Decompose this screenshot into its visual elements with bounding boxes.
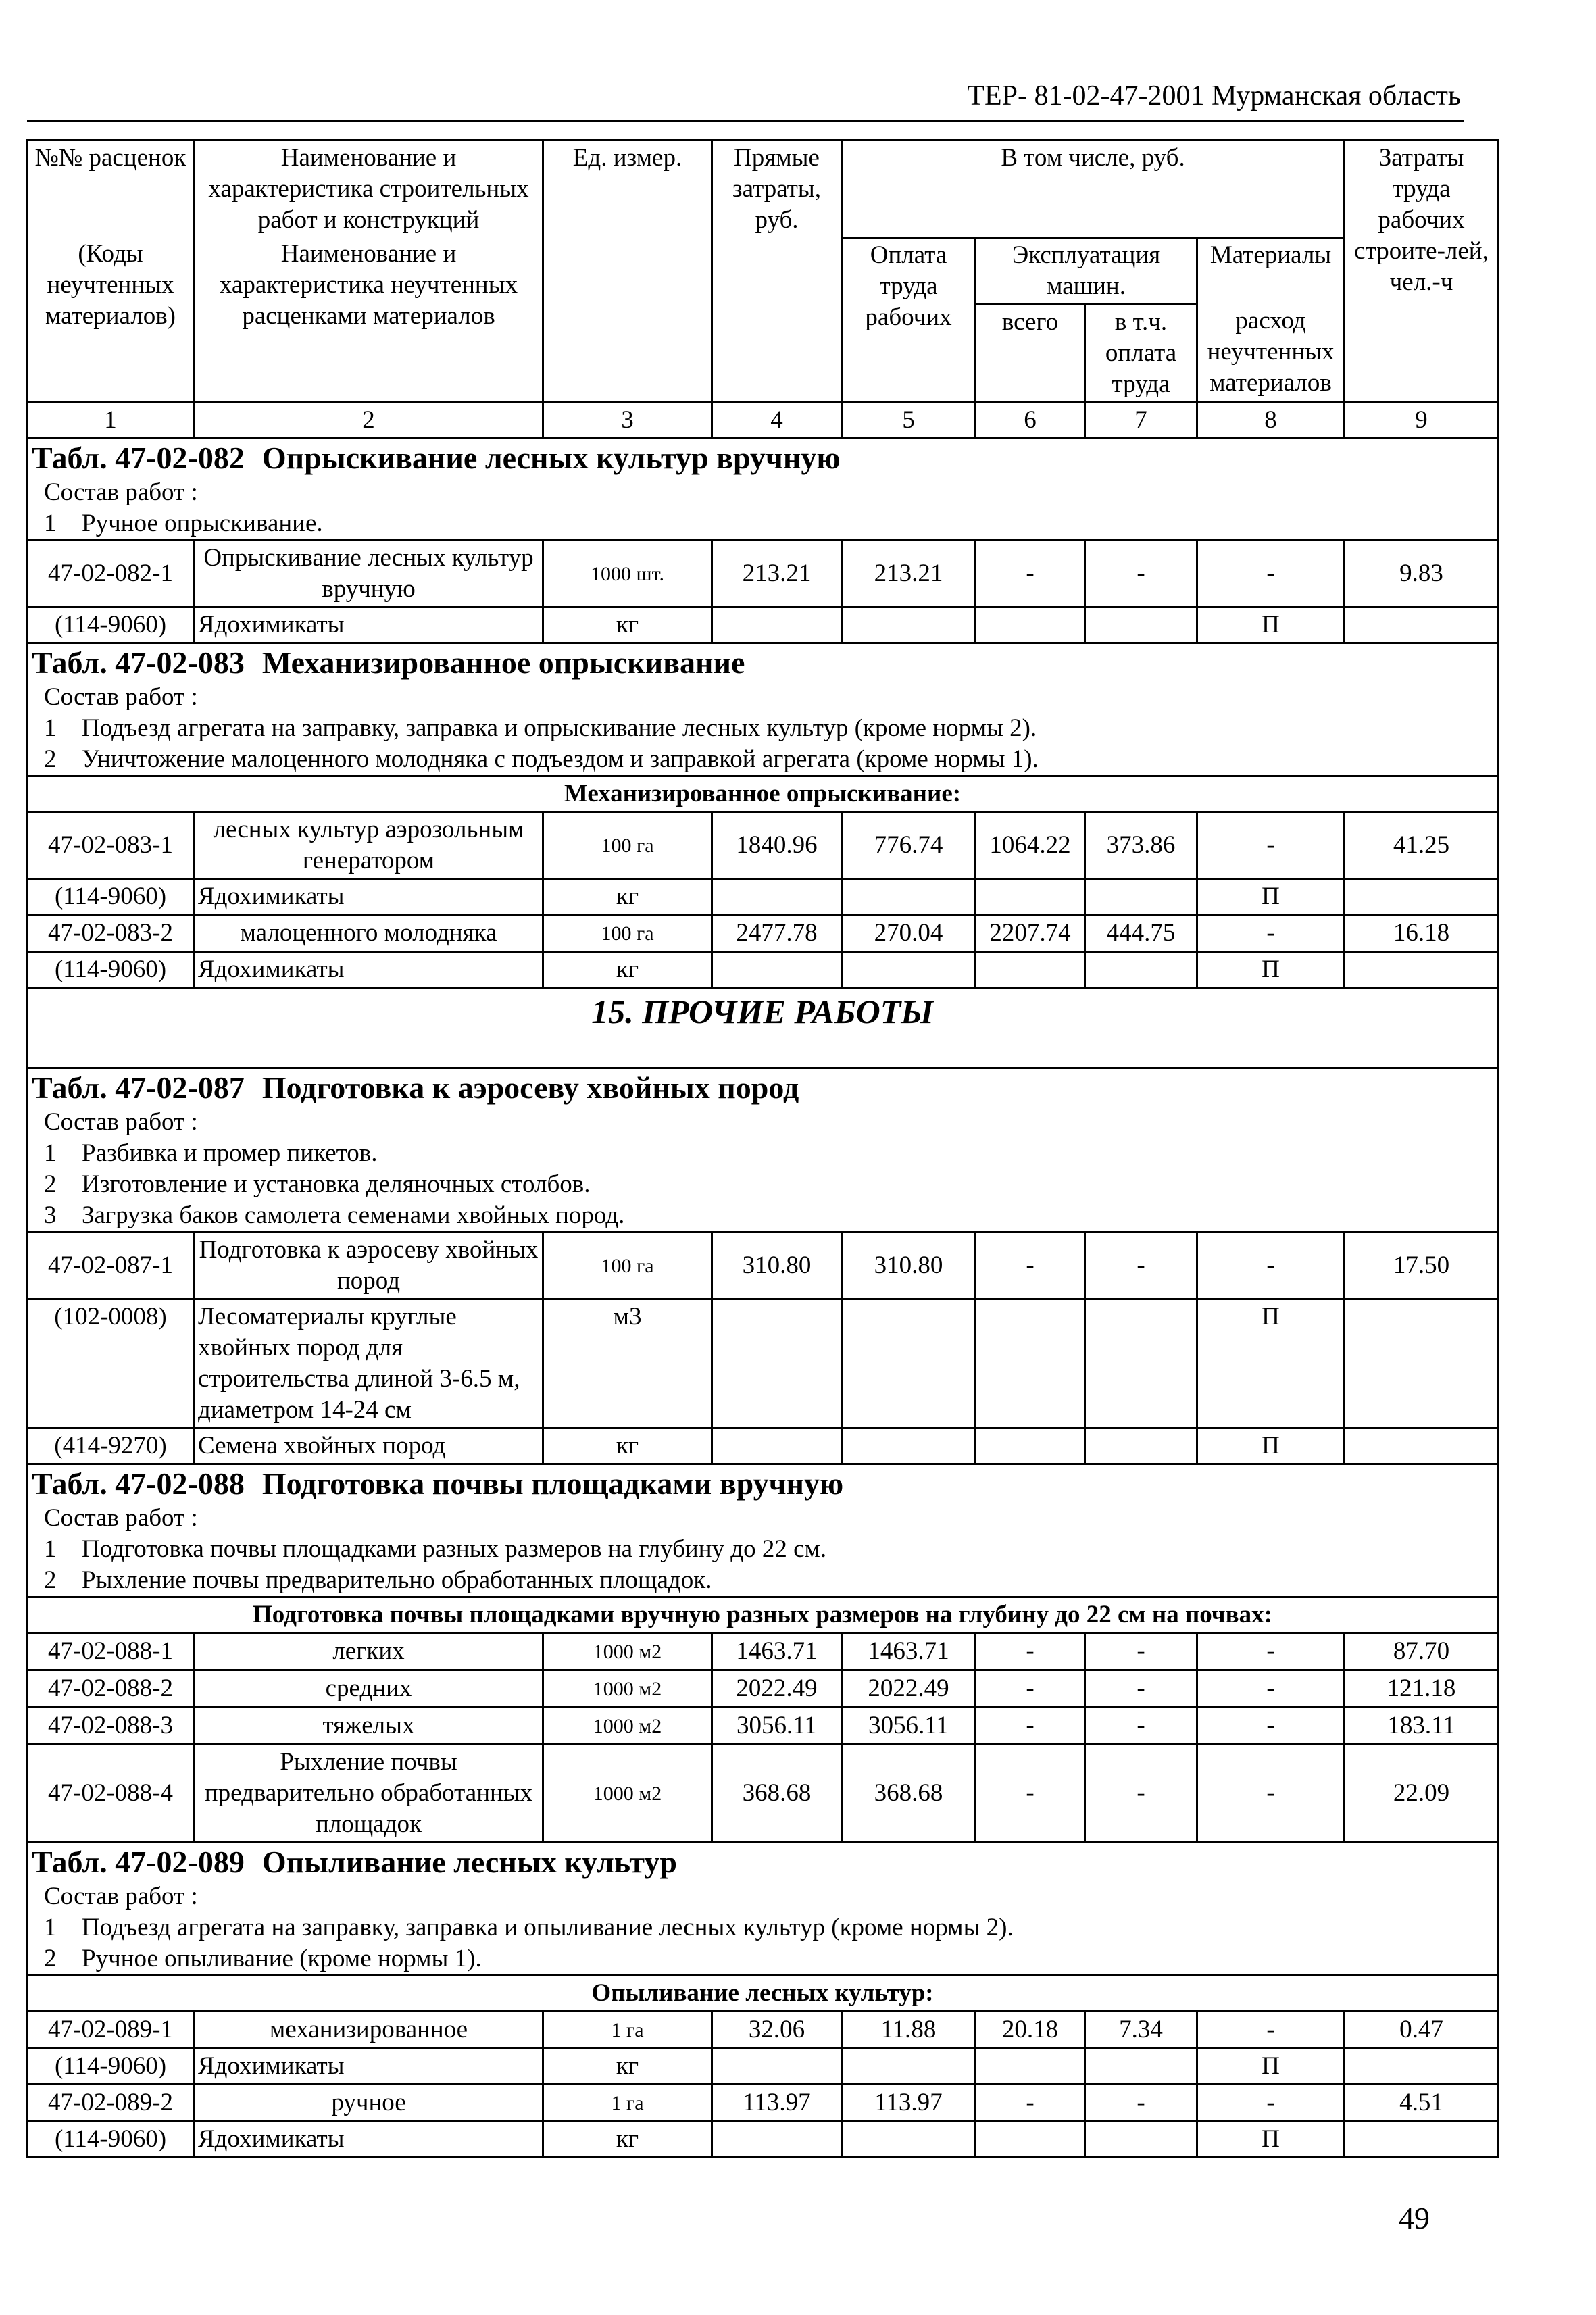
table-title: Опыливание лесных культур xyxy=(261,1844,677,1879)
labor-cost xyxy=(842,1428,976,1464)
work-step xyxy=(27,1138,1499,1169)
rate-row xyxy=(27,2084,1499,2121)
work-step-number: 2 xyxy=(44,1944,57,1972)
labor-hours: 16.18 xyxy=(1345,914,1499,951)
machine-labor-cost: - xyxy=(1085,1232,1197,1299)
table-subheading: Механизированное опрыскивание: xyxy=(27,776,1499,812)
header-name-materials: Наименование и характеристика неучтенных расценками материалов xyxy=(195,237,543,402)
section-group xyxy=(27,1068,1499,2157)
work-step-text: Рыхление почвы предварительно обработанных площадок. xyxy=(82,1566,712,1594)
materials-cost: П xyxy=(1197,607,1345,643)
table-code: Табл. 47-02-088 xyxy=(32,1466,245,1501)
work-step xyxy=(27,744,1499,776)
materials-cost: - xyxy=(1197,1670,1345,1707)
work-step-number: 1 xyxy=(44,1535,57,1563)
header-labor-hours: Затраты труда рабочих строите-лей, чел.-ч xyxy=(1345,141,1499,403)
unit-text: 100 га xyxy=(601,1254,654,1277)
table-subheading: Подготовка почвы площадками вручную разных размеров на глубину до 22 см на почвах: xyxy=(27,1597,1499,1633)
materials-cost: - xyxy=(1197,1744,1345,1842)
labor-hours: 121.18 xyxy=(1345,1670,1499,1707)
labor-hours xyxy=(1345,2048,1499,2084)
unit: кг xyxy=(543,1428,712,1464)
unit: кг xyxy=(543,607,712,643)
rate-code: 47-02-087-1 xyxy=(27,1232,195,1299)
machine-labor-cost: 373.86 xyxy=(1085,812,1197,878)
machine-labor-cost: - xyxy=(1085,1633,1197,1670)
direct-cost xyxy=(712,2121,842,2157)
table-code: Табл. 47-02-087 xyxy=(32,1070,245,1105)
material-row xyxy=(27,1299,1499,1428)
work-step-text: Подъезд агрегата на заправку, заправка и опрыскивание лесных культур (кроме нормы 2). xyxy=(82,714,1037,742)
machine-labor-cost: 444.75 xyxy=(1085,914,1197,951)
materials-cost: - xyxy=(1197,2084,1345,2121)
machine-labor-cost xyxy=(1085,2048,1197,2084)
machine-labor-cost: - xyxy=(1085,2084,1197,2121)
labor-hours: 87.70 xyxy=(1345,1633,1499,1670)
materials-cost: П xyxy=(1197,878,1345,914)
rate-code: 47-02-089-2 xyxy=(27,2084,195,2121)
rate-name: малоценного молодняка xyxy=(195,914,543,951)
material-row xyxy=(27,951,1499,987)
direct-cost xyxy=(712,1299,842,1428)
table-section-title xyxy=(27,1842,1499,1881)
machine-cost xyxy=(976,607,1085,643)
rate-name: ручное xyxy=(195,2084,543,2121)
machine-cost xyxy=(976,951,1085,987)
direct-cost: 2022.49 xyxy=(712,1670,842,1707)
header-machines-total: всего xyxy=(976,304,1085,402)
header-group: В том числе, руб. xyxy=(842,141,1345,238)
work-composition-label: Состав работ : xyxy=(27,477,1499,508)
machine-labor-cost: - xyxy=(1085,1744,1197,1842)
labor-hours: 4.51 xyxy=(1345,2084,1499,2121)
rate-row xyxy=(27,1232,1499,1299)
machine-labor-cost xyxy=(1085,1299,1197,1428)
machine-labor-cost: - xyxy=(1085,1670,1197,1707)
rate-row xyxy=(27,1633,1499,1670)
materials-cost: - xyxy=(1197,812,1345,878)
labor-cost: 3056.11 xyxy=(842,1707,976,1744)
work-step-number: 1 xyxy=(44,1913,57,1941)
materials-cost: - xyxy=(1197,1707,1345,1744)
unit xyxy=(543,2011,712,2048)
unit-text: 1000 м2 xyxy=(593,1782,662,1805)
rate-row xyxy=(27,1744,1499,1842)
labor-hours: 9.83 xyxy=(1345,540,1499,607)
page-header: ТЕР- 81-02-47-2001 Мурманская область xyxy=(967,80,1461,111)
rate-row xyxy=(27,914,1499,951)
machine-labor-cost xyxy=(1085,878,1197,914)
unit xyxy=(543,540,712,607)
unit-text: 1 га xyxy=(611,2018,644,2041)
work-step-text: Уничтожение малоценного молодняка с подъездом и заправкой агрегата (кроме нормы 1). xyxy=(82,745,1039,773)
material-row xyxy=(27,2048,1499,2084)
labor-hours: 17.50 xyxy=(1345,1232,1499,1299)
materials-cost: П xyxy=(1197,951,1345,987)
labor-hours xyxy=(1345,2121,1499,2157)
direct-cost: 2477.78 xyxy=(712,914,842,951)
materials-cost: - xyxy=(1197,2011,1345,2048)
table-title: Подготовка к аэросеву хвойных пород xyxy=(261,1070,799,1105)
machine-cost: 20.18 xyxy=(976,2011,1085,2048)
material-code: (114-9060) xyxy=(27,951,195,987)
rate-row xyxy=(27,540,1499,607)
work-step-text: Подъезд агрегата на заправку, заправка и опыливание лесных культур (кроме нормы 2). xyxy=(82,1913,1014,1941)
direct-cost: 213.21 xyxy=(712,540,842,607)
table-code: Табл. 47-02-089 xyxy=(32,1844,245,1879)
unit-text: 100 га xyxy=(601,922,654,945)
labor-hours: 0.47 xyxy=(1345,2011,1499,2048)
labor-cost: 11.88 xyxy=(842,2011,976,2048)
labor-cost xyxy=(842,607,976,643)
unit-text: 1000 м2 xyxy=(593,1640,662,1663)
material-code: (414-9270) xyxy=(27,1428,195,1464)
material-row xyxy=(27,2121,1499,2157)
table-head xyxy=(27,141,1499,439)
unit xyxy=(543,914,712,951)
table-code: Табл. 47-02-082 xyxy=(32,440,245,475)
machine-cost: 2207.74 xyxy=(976,914,1085,951)
rate-name: Рыхление почвы предварительно обработанных площадок xyxy=(195,1744,543,1842)
material-name: Лесоматериалы круглые хвойных пород для строительства длиной 3-6.5 м, диаметром 14-24 см xyxy=(195,1299,543,1428)
labor-cost: 2022.49 xyxy=(842,1670,976,1707)
rate-code: 47-02-083-1 xyxy=(27,812,195,878)
labor-hours: 183.11 xyxy=(1345,1707,1499,1744)
work-composition-label: Состав работ : xyxy=(27,1107,1499,1138)
column-number: 5 xyxy=(842,402,976,438)
labor-cost: 776.74 xyxy=(842,812,976,878)
rate-name: средних xyxy=(195,1670,543,1707)
table-title: Опрыскивание лесных культур вручную xyxy=(261,440,841,475)
rate-code: 47-02-082-1 xyxy=(27,540,195,607)
unit-text: 1000 шт. xyxy=(591,562,664,585)
header-direct-costs: Прямые затраты, руб. xyxy=(712,141,842,403)
rate-name: механизированное xyxy=(195,2011,543,2048)
table-section-title xyxy=(27,1068,1499,1107)
rate-row xyxy=(27,2011,1499,2048)
material-code: (114-9060) xyxy=(27,2048,195,2084)
work-step-number: 1 xyxy=(44,1139,57,1167)
material-code: (114-9060) xyxy=(27,878,195,914)
unit: кг xyxy=(543,951,712,987)
work-step xyxy=(27,1534,1499,1565)
machine-cost: - xyxy=(976,1744,1085,1842)
table-code: Табл. 47-02-083 xyxy=(32,645,245,680)
materials-cost: П xyxy=(1197,2048,1345,2084)
header-unit: Ед. измер. xyxy=(543,141,712,403)
labor-cost xyxy=(842,2048,976,2084)
machine-labor-cost xyxy=(1085,607,1197,643)
header-materials: Материалы xyxy=(1197,237,1345,304)
part-block xyxy=(27,987,1499,1068)
labor-cost xyxy=(842,878,976,914)
material-name: Ядохимикаты xyxy=(195,951,543,987)
unit: кг xyxy=(543,2121,712,2157)
machine-cost xyxy=(976,878,1085,914)
unit xyxy=(543,2084,712,2121)
material-name: Ядохимикаты xyxy=(195,607,543,643)
labor-cost xyxy=(842,951,976,987)
work-step-text: Ручное опыливание (кроме нормы 1). xyxy=(82,1944,482,1972)
table-title: Механизированное опрыскивание xyxy=(261,645,745,680)
column-number: 4 xyxy=(712,402,842,438)
header-code-materials: (Коды неучтенных материалов) xyxy=(27,237,195,402)
column-number: 6 xyxy=(976,402,1085,438)
materials-cost: П xyxy=(1197,2121,1345,2157)
direct-cost: 113.97 xyxy=(712,2084,842,2121)
machine-labor-cost xyxy=(1085,2121,1197,2157)
table-section-title xyxy=(27,438,1499,477)
labor-hours xyxy=(1345,1299,1499,1428)
machine-labor-cost xyxy=(1085,951,1197,987)
rate-name: Опрыскивание лесных культур вручную xyxy=(195,540,543,607)
rate-name: лесных культур аэрозольным генератором xyxy=(195,812,543,878)
labor-cost: 213.21 xyxy=(842,540,976,607)
table-title: Подготовка почвы площадками вручную xyxy=(261,1466,844,1501)
unit xyxy=(543,1670,712,1707)
material-code: (102-0008) xyxy=(27,1299,195,1428)
unit xyxy=(543,1633,712,1670)
work-step-number: 1 xyxy=(44,714,57,742)
work-step-number: 2 xyxy=(44,1170,57,1198)
labor-hours xyxy=(1345,1428,1499,1464)
machine-cost: - xyxy=(976,2084,1085,2121)
machine-cost: - xyxy=(976,1232,1085,1299)
rate-code: 47-02-088-4 xyxy=(27,1744,195,1842)
material-row xyxy=(27,1428,1499,1464)
labor-cost: 270.04 xyxy=(842,914,976,951)
machine-cost xyxy=(976,2121,1085,2157)
rate-row xyxy=(27,812,1499,878)
table-section-title xyxy=(27,643,1499,682)
machine-cost: 1064.22 xyxy=(976,812,1085,878)
machine-labor-cost xyxy=(1085,1428,1197,1464)
rate-code: 47-02-083-2 xyxy=(27,914,195,951)
unit: кг xyxy=(543,2048,712,2084)
work-step-text: Подготовка почвы площадками разных размеров на глубину до 22 см. xyxy=(82,1535,827,1563)
machine-labor-cost: - xyxy=(1085,1707,1197,1744)
labor-cost: 1463.71 xyxy=(842,1633,976,1670)
direct-cost: 32.06 xyxy=(712,2011,842,2048)
section-group xyxy=(27,438,1499,987)
table-section-title xyxy=(27,1464,1499,1503)
material-name: Ядохимикаты xyxy=(195,2048,543,2084)
materials-cost: П xyxy=(1197,1299,1345,1428)
labor-hours: 41.25 xyxy=(1345,812,1499,878)
material-row xyxy=(27,878,1499,914)
labor-cost xyxy=(842,2121,976,2157)
header-materials-usage: расход неучтенных материалов xyxy=(1197,304,1345,402)
material-name: Семена хвойных пород xyxy=(195,1428,543,1464)
rate-row xyxy=(27,1707,1499,1744)
machine-cost: - xyxy=(976,1707,1085,1744)
page-number: 49 xyxy=(1399,2201,1430,2235)
work-step-text: Загрузка баков самолета семенами хвойных пород. xyxy=(82,1201,625,1229)
direct-cost: 310.80 xyxy=(712,1232,842,1299)
work-step-number: 1 xyxy=(44,509,57,537)
unit-text: 100 га xyxy=(601,834,654,857)
labor-cost: 368.68 xyxy=(842,1744,976,1842)
direct-cost xyxy=(712,951,842,987)
direct-cost: 1463.71 xyxy=(712,1633,842,1670)
unit xyxy=(543,1232,712,1299)
machine-cost: - xyxy=(976,1633,1085,1670)
material-code: (114-9060) xyxy=(27,607,195,643)
direct-cost xyxy=(712,2048,842,2084)
column-number: 2 xyxy=(195,402,543,438)
unit xyxy=(543,1744,712,1842)
material-name: Ядохимикаты xyxy=(195,2121,543,2157)
header-rule xyxy=(27,120,1464,122)
unit-text: 1000 м2 xyxy=(593,1714,662,1737)
work-composition-label: Состав работ : xyxy=(27,1881,1499,1912)
work-step xyxy=(27,1200,1499,1233)
direct-cost: 3056.11 xyxy=(712,1707,842,1744)
unit: кг xyxy=(543,878,712,914)
rate-code: 47-02-088-3 xyxy=(27,1707,195,1744)
direct-cost xyxy=(712,1428,842,1464)
unit xyxy=(543,1707,712,1744)
column-number: 8 xyxy=(1197,402,1345,438)
unit-text: 1 га xyxy=(611,2091,644,2114)
work-step xyxy=(27,508,1499,541)
work-step xyxy=(27,1943,1499,1976)
column-number: 3 xyxy=(543,402,712,438)
machine-cost xyxy=(976,1299,1085,1428)
column-number: 7 xyxy=(1085,402,1197,438)
direct-cost xyxy=(712,607,842,643)
work-composition-label: Состав работ : xyxy=(27,682,1499,713)
materials-cost: - xyxy=(1197,540,1345,607)
header-machines-labor: в т.ч. оплата труда xyxy=(1085,304,1197,402)
header-code: №№ расценок xyxy=(27,141,195,238)
machine-cost: - xyxy=(976,540,1085,607)
labor-hours xyxy=(1345,878,1499,914)
rate-code: 47-02-088-2 xyxy=(27,1670,195,1707)
labor-cost xyxy=(842,1299,976,1428)
machine-cost xyxy=(976,1428,1085,1464)
materials-cost: - xyxy=(1197,1232,1345,1299)
unit: м3 xyxy=(543,1299,712,1428)
header-name: Наименование и характеристика строительных работ и конструкций xyxy=(195,141,543,238)
rate-name: Подготовка к аэросеву хвойных пород xyxy=(195,1232,543,1299)
machine-labor-cost: 7.34 xyxy=(1085,2011,1197,2048)
work-step xyxy=(27,1912,1499,1943)
rate-code: 47-02-088-1 xyxy=(27,1633,195,1670)
machine-labor-cost: - xyxy=(1085,540,1197,607)
materials-cost: - xyxy=(1197,914,1345,951)
work-step-text: Ручное опрыскивание. xyxy=(82,509,323,537)
machine-cost xyxy=(976,2048,1085,2084)
header-machines: Эксплуатация машин. xyxy=(976,237,1197,304)
work-step xyxy=(27,713,1499,744)
labor-hours: 22.09 xyxy=(1345,1744,1499,1842)
labor-cost: 310.80 xyxy=(842,1232,976,1299)
work-step xyxy=(27,1565,1499,1597)
work-step-text: Разбивка и промер пикетов. xyxy=(82,1139,378,1167)
material-name: Ядохимикаты xyxy=(195,878,543,914)
direct-cost: 368.68 xyxy=(712,1744,842,1842)
work-step-number: 2 xyxy=(44,745,57,773)
rate-code: 47-02-089-1 xyxy=(27,2011,195,2048)
unit-text: 1000 м2 xyxy=(593,1677,662,1700)
material-code: (114-9060) xyxy=(27,2121,195,2157)
material-row xyxy=(27,607,1499,643)
labor-hours xyxy=(1345,951,1499,987)
work-step xyxy=(27,1169,1499,1200)
work-step-number: 3 xyxy=(44,1201,57,1229)
column-number: 9 xyxy=(1345,402,1499,438)
rate-row xyxy=(27,1670,1499,1707)
rate-name: легких xyxy=(195,1633,543,1670)
column-number: 1 xyxy=(27,402,195,438)
unit xyxy=(543,812,712,878)
work-step-number: 2 xyxy=(44,1566,57,1594)
part-spacer xyxy=(27,1035,1499,1068)
direct-cost xyxy=(712,878,842,914)
part-title: 15. ПРОЧИЕ РАБОТЫ xyxy=(27,987,1499,1035)
machine-cost: - xyxy=(976,1670,1085,1707)
work-step-text: Изготовление и установка деляночных столбов. xyxy=(82,1170,591,1198)
work-composition-label: Состав работ : xyxy=(27,1503,1499,1534)
rate-name: тяжелых xyxy=(195,1707,543,1744)
table-subheading: Опыливание лесных культур: xyxy=(27,1975,1499,2011)
materials-cost: - xyxy=(1197,1633,1345,1670)
labor-cost: 113.97 xyxy=(842,2084,976,2121)
labor-hours xyxy=(1345,607,1499,643)
direct-cost: 1840.96 xyxy=(712,812,842,878)
header-labor-pay: Оплата труда рабочих xyxy=(842,237,976,402)
materials-cost: П xyxy=(1197,1428,1345,1464)
rates-table xyxy=(26,139,1499,2158)
